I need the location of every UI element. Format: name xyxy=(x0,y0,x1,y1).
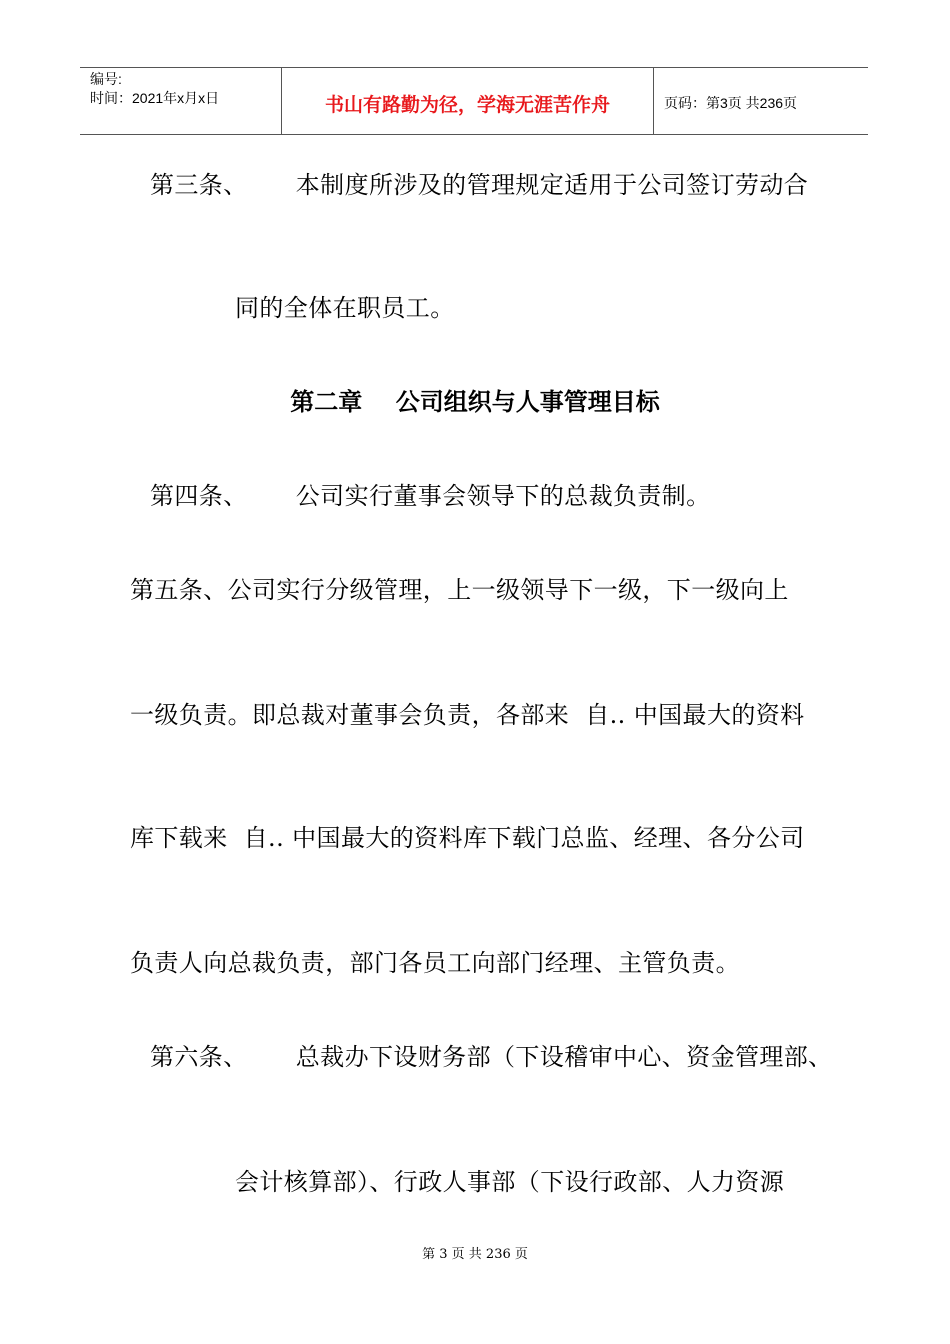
page-header xyxy=(80,67,868,135)
header-meta xyxy=(80,68,282,134)
header-page-number: 页码：第3页 共236页 xyxy=(664,95,798,111)
article-6-line-1: 第六条、 总裁办下设财务部（下设稽审中心、资金管理部、 xyxy=(150,1043,833,1071)
article-5-line-1: 第五条、公司实行分级管理，上一级领导下一级，下一级向上 xyxy=(130,576,789,604)
chapter-heading: 第二章 公司组织与人事管理目标 xyxy=(290,388,660,416)
article-3-line-1: 第三条、 本制度所涉及的管理规定适用于公司签订劳动合 xyxy=(150,171,809,199)
document-date-label: 时间：2021年x月x日 xyxy=(90,90,220,106)
page-footer: 第 3 页 共 236 页 xyxy=(422,1247,528,1262)
article-3-line-2: 同的全体在职员工。 xyxy=(235,294,455,322)
article-5-line-4: 负责人向总裁负责，部门各员工向部门经理、主管负责。 xyxy=(130,949,740,977)
header-motto: 书山有路勤为径，学海无涯苦作舟 xyxy=(282,68,654,134)
article-5-line-2: 一级负责。即总裁对董事会负责，各部来 自.. 中国最大的资料 xyxy=(130,701,805,729)
document-number-label: 编号: xyxy=(90,71,122,87)
article-4-line-1: 第四条、 公司实行董事会领导下的总裁负责制。 xyxy=(150,482,711,510)
article-6-line-2: 会计核算部）、行政人事部（下设行政部、人力资源 xyxy=(235,1168,785,1196)
article-5-line-3: 库下载来 自.. 中国最大的资料库下载门总监、经理、各分公司 xyxy=(130,824,805,852)
